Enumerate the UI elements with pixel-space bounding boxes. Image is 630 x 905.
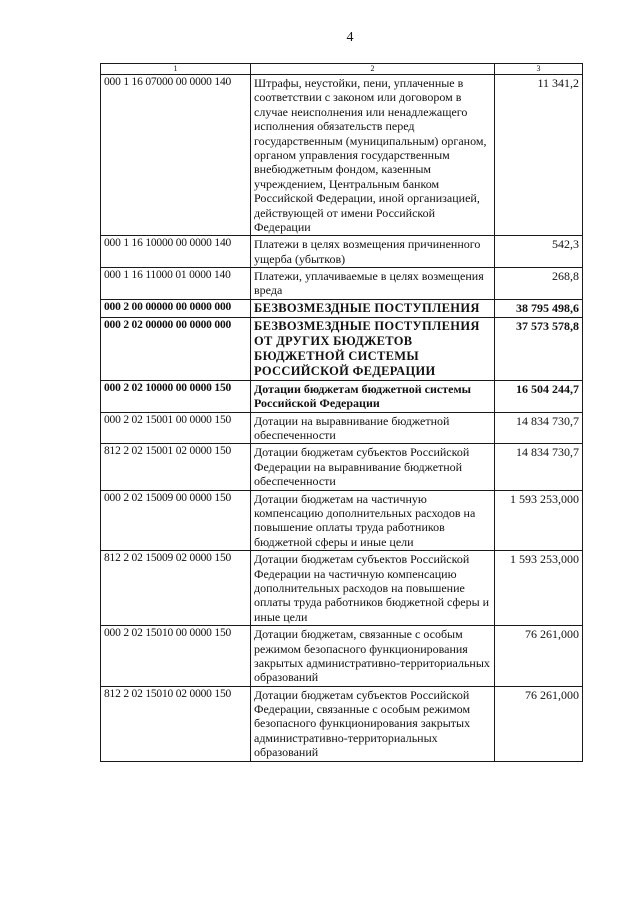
amount-value: 76 261,000 (495, 626, 583, 687)
revenue-name: Дотации бюджетам субъектов Российской Федерации, связанные с особым режимом безопасного функционирования закрытых административно-территориальных образований (251, 686, 495, 761)
column-number-3: 3 (495, 64, 583, 75)
budget-code: 812 2 02 15010 02 0000 150 (101, 686, 251, 761)
amount-value: 37 573 578,8 (495, 317, 583, 380)
revenue-name: Дотации бюджетам, связанные с особым режимом безопасного функционирования закрытых административно-территориальных образований (251, 626, 495, 687)
revenue-name: Дотации бюджетам на частичную компенсацию дополнительных расходов на повышение оплаты труда работников бюджетной сферы и иные цели (251, 490, 495, 551)
budget-code: 000 2 02 00000 00 0000 000 (101, 317, 251, 380)
amount-value: 542,3 (495, 236, 583, 268)
revenue-name: БЕЗВОЗМЕЗДНЫЕ ПОСТУПЛЕНИЯ (251, 299, 495, 317)
table-row (101, 551, 583, 626)
amount-value: 38 795 498,6 (495, 299, 583, 317)
budget-code: 000 2 02 15010 00 0000 150 (101, 626, 251, 687)
amount-value: 14 834 730,7 (495, 412, 583, 444)
column-number-1: 1 (101, 64, 251, 75)
table-row-section-total (101, 299, 583, 317)
budget-code: 000 1 16 11000 01 0000 140 (101, 268, 251, 300)
revenue-name: Дотации на выравнивание бюджетной обеспеченности (251, 412, 495, 444)
revenue-name: Штрафы, неустойки, пени, уплаченные в соответствии с законом или договором в случае неисполнения или ненадлежащего исполнения обязательств перед государственным (муниципальным) органом, органом управления государственным внебюджетным фондом, казенным учреждением, Центральным банком Российской Федерации, иной организацией, действующей от имени Российской Федерации (251, 75, 495, 236)
budget-code: 000 2 02 15009 00 0000 150 (101, 490, 251, 551)
revenue-name: Дотации бюджетам субъектов Российской Федерации на частичную компенсацию дополнительных расходов на повышение оплаты труда работников бюджетной сферы и иные цели (251, 551, 495, 626)
budget-code: 000 1 16 10000 00 0000 140 (101, 236, 251, 268)
budget-revenue-table (100, 63, 583, 762)
table-row (101, 236, 583, 268)
table-row (101, 75, 583, 236)
amount-value: 14 834 730,7 (495, 444, 583, 490)
table-row (101, 444, 583, 490)
table-row (101, 268, 583, 300)
amount-value: 11 341,2 (495, 75, 583, 236)
table-row (101, 686, 583, 761)
budget-code: 812 2 02 15001 02 0000 150 (101, 444, 251, 490)
amount-value: 1 593 253,000 (495, 490, 583, 551)
revenue-name: Дотации бюджетам субъектов Российской Федерации на выравнивание бюджетной обеспеченности (251, 444, 495, 490)
budget-code: 000 2 02 10000 00 0000 150 (101, 380, 251, 412)
budget-code: 000 2 02 15001 00 0000 150 (101, 412, 251, 444)
revenue-name: БЕЗВОЗМЕЗДНЫЕ ПОСТУПЛЕНИЯ ОТ ДРУГИХ БЮДЖЕТОВ БЮДЖЕТНОЙ СИСТЕМЫ РОССИЙСКОЙ ФЕДЕРАЦИИ (251, 317, 495, 380)
budget-code: 000 2 00 00000 00 0000 000 (101, 299, 251, 317)
column-number-2: 2 (251, 64, 495, 75)
table-row (101, 412, 583, 444)
table-row-subtotal (101, 380, 583, 412)
amount-value: 76 261,000 (495, 686, 583, 761)
table-row-section-total (101, 317, 583, 380)
amount-value: 1 593 253,000 (495, 551, 583, 626)
table-row (101, 490, 583, 551)
revenue-name: Дотации бюджетам бюджетной системы Российской Федерации (251, 380, 495, 412)
table-row (101, 626, 583, 687)
budget-code: 000 1 16 07000 00 0000 140 (101, 75, 251, 236)
revenue-name: Платежи, уплачиваемые в целях возмещения вреда (251, 268, 495, 300)
budget-code: 812 2 02 15009 02 0000 150 (101, 551, 251, 626)
column-number-row (101, 64, 583, 75)
amount-value: 16 504 244,7 (495, 380, 583, 412)
revenue-name: Платежи в целях возмещения причиненного ущерба (убытков) (251, 236, 495, 268)
page-number: 4 (346, 30, 354, 45)
amount-value: 268,8 (495, 268, 583, 300)
